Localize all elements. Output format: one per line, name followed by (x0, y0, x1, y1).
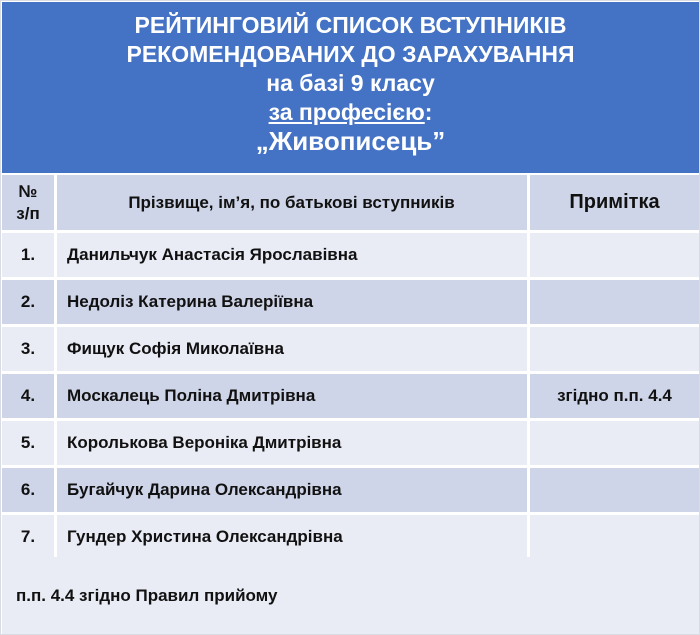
header-banner (2, 2, 699, 173)
header-num-symbol: № (18, 181, 38, 201)
row-num: 5. (2, 421, 57, 468)
row-num: 6. (2, 468, 57, 515)
row-note (530, 468, 699, 515)
profession-colon: : (424, 99, 433, 125)
table-row (2, 374, 699, 421)
table-row (2, 468, 699, 515)
footnote (2, 557, 699, 634)
row-note (530, 515, 699, 562)
row-note (530, 233, 699, 280)
header-note: Примітка (530, 175, 699, 233)
row-name: Москалець Поліна Дмитрівна (57, 374, 530, 421)
table-row (2, 280, 699, 327)
header-num (2, 175, 57, 233)
row-name: Гундер Христина Олександрівна (57, 515, 530, 562)
row-note (530, 421, 699, 468)
row-num: 4. (2, 374, 57, 421)
table-row (2, 421, 699, 468)
profession-label: за професією (268, 99, 425, 125)
title-line-1: РЕЙТИНГОВИЙ СПИСОК ВСТУПНИКІВ (134, 12, 567, 38)
table-header-row (2, 175, 699, 233)
row-note: згідно п.п. 4.4 (530, 374, 699, 421)
row-note (530, 327, 699, 374)
row-name: Бугайчук Дарина Олександрівна (57, 468, 530, 515)
row-num: 7. (2, 515, 57, 562)
profession-name: „Живописець” (255, 126, 446, 156)
title-line-4 (2, 98, 699, 127)
row-num: 3. (2, 327, 57, 374)
row-name: Данильчук Анастасія Ярославівна (57, 233, 530, 280)
header-name: Прізвище, ім’я, по батькові вступників (57, 175, 530, 233)
table-row (2, 327, 699, 374)
title-line-3: на базі 9 класу (266, 70, 435, 96)
header-num-abbr: з/п (16, 203, 40, 223)
table-row (2, 515, 699, 562)
footnote-text: п.п. 4.4 згідно Правил прийому (16, 585, 278, 605)
applicants-table (2, 175, 699, 562)
title-line-2: РЕКОМЕНДОВАНИХ ДО ЗАРАХУВАННЯ (126, 41, 575, 67)
row-name: Недоліз Катерина Валеріївна (57, 280, 530, 327)
table-row (2, 233, 699, 280)
row-name: Фищук Софія Миколаївна (57, 327, 530, 374)
row-num: 2. (2, 280, 57, 327)
row-name: Королькова Вероніка Дмитрівна (57, 421, 530, 468)
row-num: 1. (2, 233, 57, 280)
row-note (530, 280, 699, 327)
